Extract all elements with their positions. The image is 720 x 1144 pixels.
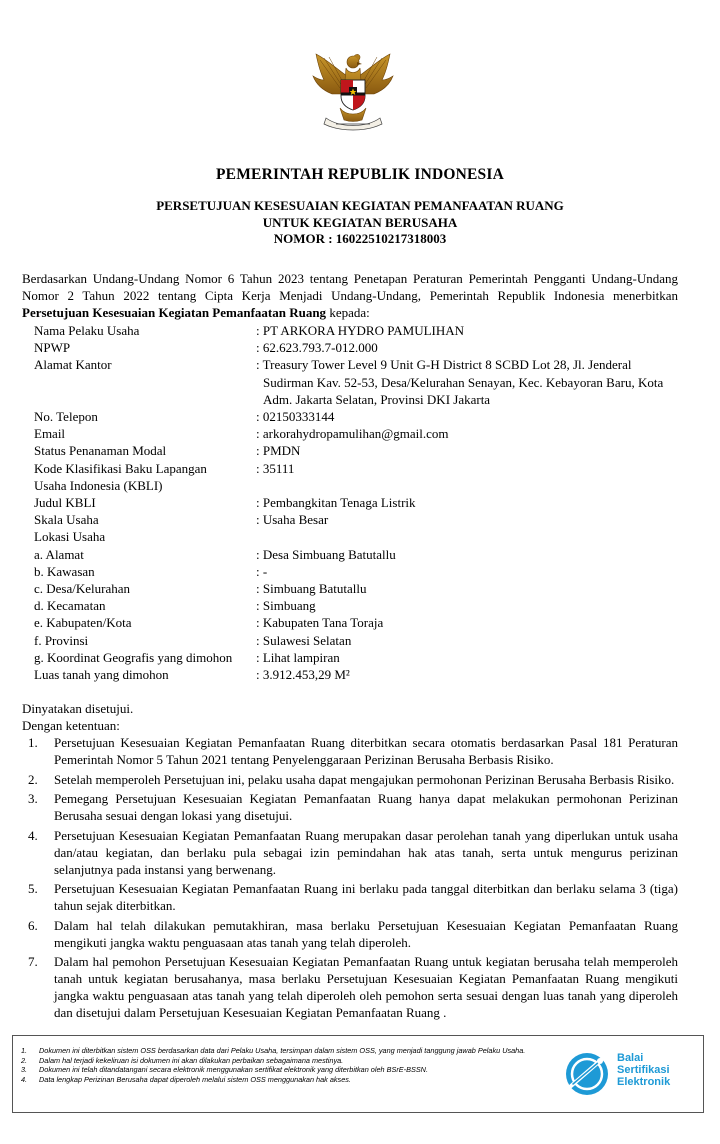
field-row xyxy=(34,632,684,649)
document-title-line-1: PERSETUJUAN KESESUAIAN KEGIATAN PEMANFAATAN RUANG xyxy=(156,198,564,213)
approved-statement: Dinyatakan disetujui. xyxy=(22,701,134,716)
field-row xyxy=(34,511,684,528)
field-label: Skala Usaha xyxy=(34,512,99,528)
field-row xyxy=(34,597,684,614)
field-value: : Simbuang Batutallu xyxy=(256,581,367,597)
document-title-line-2: UNTUK KEGIATAN BERUSAHA xyxy=(262,214,458,230)
field-row xyxy=(34,494,684,511)
term-number: 5. xyxy=(28,881,38,896)
term-number: 7. xyxy=(28,954,38,969)
field-row xyxy=(34,649,684,666)
list-item xyxy=(28,827,678,878)
address-line-1: : Treasury Tower Level 9 Unit G-H District 8 SCBD Lot 28, Jl. Jenderal xyxy=(256,357,632,373)
field-row xyxy=(34,477,684,494)
field-value: : Simbuang xyxy=(256,598,316,614)
field-row xyxy=(34,580,684,597)
field-value xyxy=(256,477,684,494)
field-value: : arkorahydropamulihan@gmail.com xyxy=(256,426,449,442)
field-value: : 35111 xyxy=(256,460,295,476)
term-number: 6. xyxy=(28,917,38,933)
intro-text: Berdasarkan Undang-Undang Nomor 6 Tahun 2023 tentang Penetapan Peraturan Pemerintah Pengganti Undang-Undang Nomor 2 Tahun 2022 tentang Cipta Kerja Menjadi Undang-Undang, Pemerintah Republik Indonesia menerbitkan xyxy=(22,271,678,303)
field-row xyxy=(34,546,684,563)
field-label: Luas tanah yang dimohon xyxy=(34,667,169,683)
field-row xyxy=(34,614,684,631)
field-label: a. Alamat xyxy=(34,546,84,562)
bsre-logo-icon xyxy=(563,1050,613,1096)
bsre-line-3: Elektronik xyxy=(617,1076,671,1088)
field-value: : Usaha Besar xyxy=(256,512,329,528)
footer-note-text: Dokumen ini telah ditandatangani secara elektronik menggunakan sertifikat elektronik yang diterbitkan oleh BSrE-BSSN. xyxy=(39,1065,428,1075)
term-text: Persetujuan Kesesuaian Kegiatan Pemanfaatan Ruang diterbitkan secara otomatis berdasarkan Pasal 181 Peraturan Pemerintah Nomor 5 Tahun 2021 tentang Penyelenggaraan Perizinan Berusaha Berbasis Risiko. xyxy=(54,735,678,767)
garuda-emblem-icon xyxy=(310,50,396,134)
field-label: Judul KBLI xyxy=(34,495,96,511)
field-label: Lokasi Usaha xyxy=(34,529,106,545)
bsre-logo xyxy=(555,1050,700,1100)
term-text: Persetujuan Kesesuaian Kegiatan Pemanfaatan Ruang merupakan dasar perolehan tanah yang diperlukan untuk usaha dan/atau kegiatan, dan berlaku pula sebagai izin pemindahan hak atas tanah, serta untuk mengurus perizinan selanjutnya pada instansi yang berwenang. xyxy=(54,827,678,877)
field-label: Kode Klasifikasi Baku Lapangan xyxy=(34,460,207,476)
field-value xyxy=(256,528,684,545)
footer-note-text: Dokumen ini diterbitkan sistem OSS berdasarkan data dari Pelaku Usaha, tersimpan dalam sistem OSS, yang menjadi tanggung jawab Pelaku Usaha. xyxy=(39,1046,526,1055)
list-item xyxy=(28,790,678,824)
intro-paragraph xyxy=(22,270,678,321)
footer-note-text: Data lengkap Perizinan Berusaha dapat diperoleh melalui sistem OSS menggunakan hak akses. xyxy=(39,1074,351,1084)
term-text: Pemegang Persetujuan Kesesuaian Kegiatan Pemanfaatan Ruang hanya dapat melakukan permohonan Perizinan Berusaha sesuai dengan lokasi yang disetujui. xyxy=(54,791,678,823)
term-number: 3. xyxy=(28,791,38,806)
page-title: PEMERINTAH REPUBLIK INDONESIA xyxy=(216,166,504,183)
footer-notes xyxy=(21,1046,549,1084)
footer-note-number: 2. xyxy=(21,1055,28,1065)
footer-note-number: 1. xyxy=(21,1046,28,1055)
field-row xyxy=(34,339,684,356)
field-label: g. Koordinat Geografis yang dimohon xyxy=(34,649,233,665)
intro-bold: Persetujuan Kesesuaian Kegiatan Pemanfaatan Ruang xyxy=(22,305,327,320)
field-row xyxy=(34,460,684,477)
field-value: : Lihat lampiran xyxy=(256,649,340,665)
field-value: : 3.912.453,29 M² xyxy=(256,667,350,683)
list-item xyxy=(28,917,678,951)
field-value: : 02150333144 xyxy=(256,409,335,425)
field-row xyxy=(34,356,684,408)
field-label: c. Desa/Kelurahan xyxy=(34,581,131,597)
conditions-heading: Dengan ketentuan: xyxy=(22,718,120,733)
field-row xyxy=(34,442,684,459)
field-label: No. Telepon xyxy=(34,409,98,425)
closing-text xyxy=(22,700,682,734)
document-number: NOMOR : 16022510217318003 xyxy=(273,231,447,246)
field-row xyxy=(34,322,684,339)
footer-note xyxy=(21,1065,549,1075)
footer-note-number: 4. xyxy=(21,1074,28,1084)
footer-note xyxy=(21,1056,549,1066)
field-label: Email xyxy=(34,426,66,442)
field-row xyxy=(34,666,684,683)
footer-note-number: 3. xyxy=(21,1065,28,1075)
field-value xyxy=(256,356,684,408)
footer-note xyxy=(21,1046,549,1056)
document-title xyxy=(0,198,720,248)
field-label: e. Kabupaten/Kota xyxy=(34,615,132,631)
bsre-line-1: Balai xyxy=(617,1052,644,1064)
field-value: : 62.623.793.7-012.000 xyxy=(256,340,378,356)
address-line-3: Adm. Jakarta Selatan, Provinsi DKI Jakarta xyxy=(263,391,491,407)
field-label: b. Kawasan xyxy=(34,563,95,579)
field-label: d. Kecamatan xyxy=(34,598,106,614)
bsre-logo-text xyxy=(617,1052,670,1088)
address-line-2: Sudirman Kav. 52-53, Desa/Kelurahan Senayan, Kec. Kebayoran Baru, Kota xyxy=(263,374,664,390)
term-text: Dalam hal pemohon Persetujuan Kesesuaian Kegiatan Pemanfaatan Ruang untuk kegiatan berusaha telah memperoleh tanah untuk kegiatan berusahanya, masa berlaku Persetujuan Kesesuaian Kegiatan Pemanfaatan Ruang mengikuti jangka waktu penguasaan atas tanah yang telah diperoleh oleh pemohon serta sesuai dengan luas tanah yang diperoleh dan disetujui dalam Persetujuan Kesesuaian Kegiatan Pemanfaatan Ruang . xyxy=(54,954,678,1020)
field-row xyxy=(34,563,684,580)
field-row xyxy=(34,425,684,442)
field-label: Nama Pelaku Usaha xyxy=(34,323,140,338)
field-value: : Pembangkitan Tenaga Listrik xyxy=(256,495,416,511)
applicant-fields xyxy=(34,322,684,683)
field-row xyxy=(34,408,684,425)
footer-note-text: Dalam hal terjadi kekeliruan isi dokumen ini akan dilakukan perbaikan sebagaimana mestinya. xyxy=(39,1055,344,1065)
field-label: Usaha Indonesia (KBLI) xyxy=(34,477,163,493)
list-item xyxy=(28,880,678,914)
field-value: : Sulawesi Selatan xyxy=(256,632,352,648)
term-text: Persetujuan Kesesuaian Kegiatan Pemanfaatan Ruang ini berlaku pada tanggal diterbitkan dan berlaku selama 3 (tiga) tahun sejak diterbitkan. xyxy=(54,881,678,913)
field-label: Status Penanaman Modal xyxy=(34,443,167,459)
field-value: : PMDN xyxy=(256,443,301,459)
list-item xyxy=(28,771,678,788)
field-row xyxy=(34,528,684,545)
list-item xyxy=(28,953,678,1021)
term-number: 1. xyxy=(28,735,38,750)
field-label: f. Provinsi xyxy=(34,632,89,648)
field-label: Alamat Kantor xyxy=(34,357,112,373)
field-value: : - xyxy=(256,563,268,579)
term-number: 4. xyxy=(28,827,38,843)
field-value: : Kabupaten Tana Toraja xyxy=(256,615,384,631)
footer-note xyxy=(21,1075,549,1085)
term-number: 2. xyxy=(28,771,38,787)
footer-box xyxy=(12,1035,704,1113)
field-value: : Desa Simbuang Batutallu xyxy=(256,546,396,562)
field-value: : PT ARKORA HYDRO PAMULIHAN xyxy=(256,323,465,338)
field-label: NPWP xyxy=(34,340,71,356)
bsre-line-2: Sertifikasi xyxy=(617,1064,670,1076)
terms-list xyxy=(28,734,678,1024)
term-text: Dalam hal telah dilakukan pemutakhiran, masa berlaku Persetujuan Kesesuaian Kegiatan Pemanfaatan Ruang mengikuti jangka waktu penguasaan atas tanah yang telah diperoleh. xyxy=(54,917,678,950)
list-item xyxy=(28,734,678,768)
intro-suffix: kepada: xyxy=(326,305,370,320)
term-text: Setelah memperoleh Persetujuan ini, pelaku usaha dapat mengajukan permohonan Perizinan Berusaha Berbasis Risiko. xyxy=(54,771,675,787)
